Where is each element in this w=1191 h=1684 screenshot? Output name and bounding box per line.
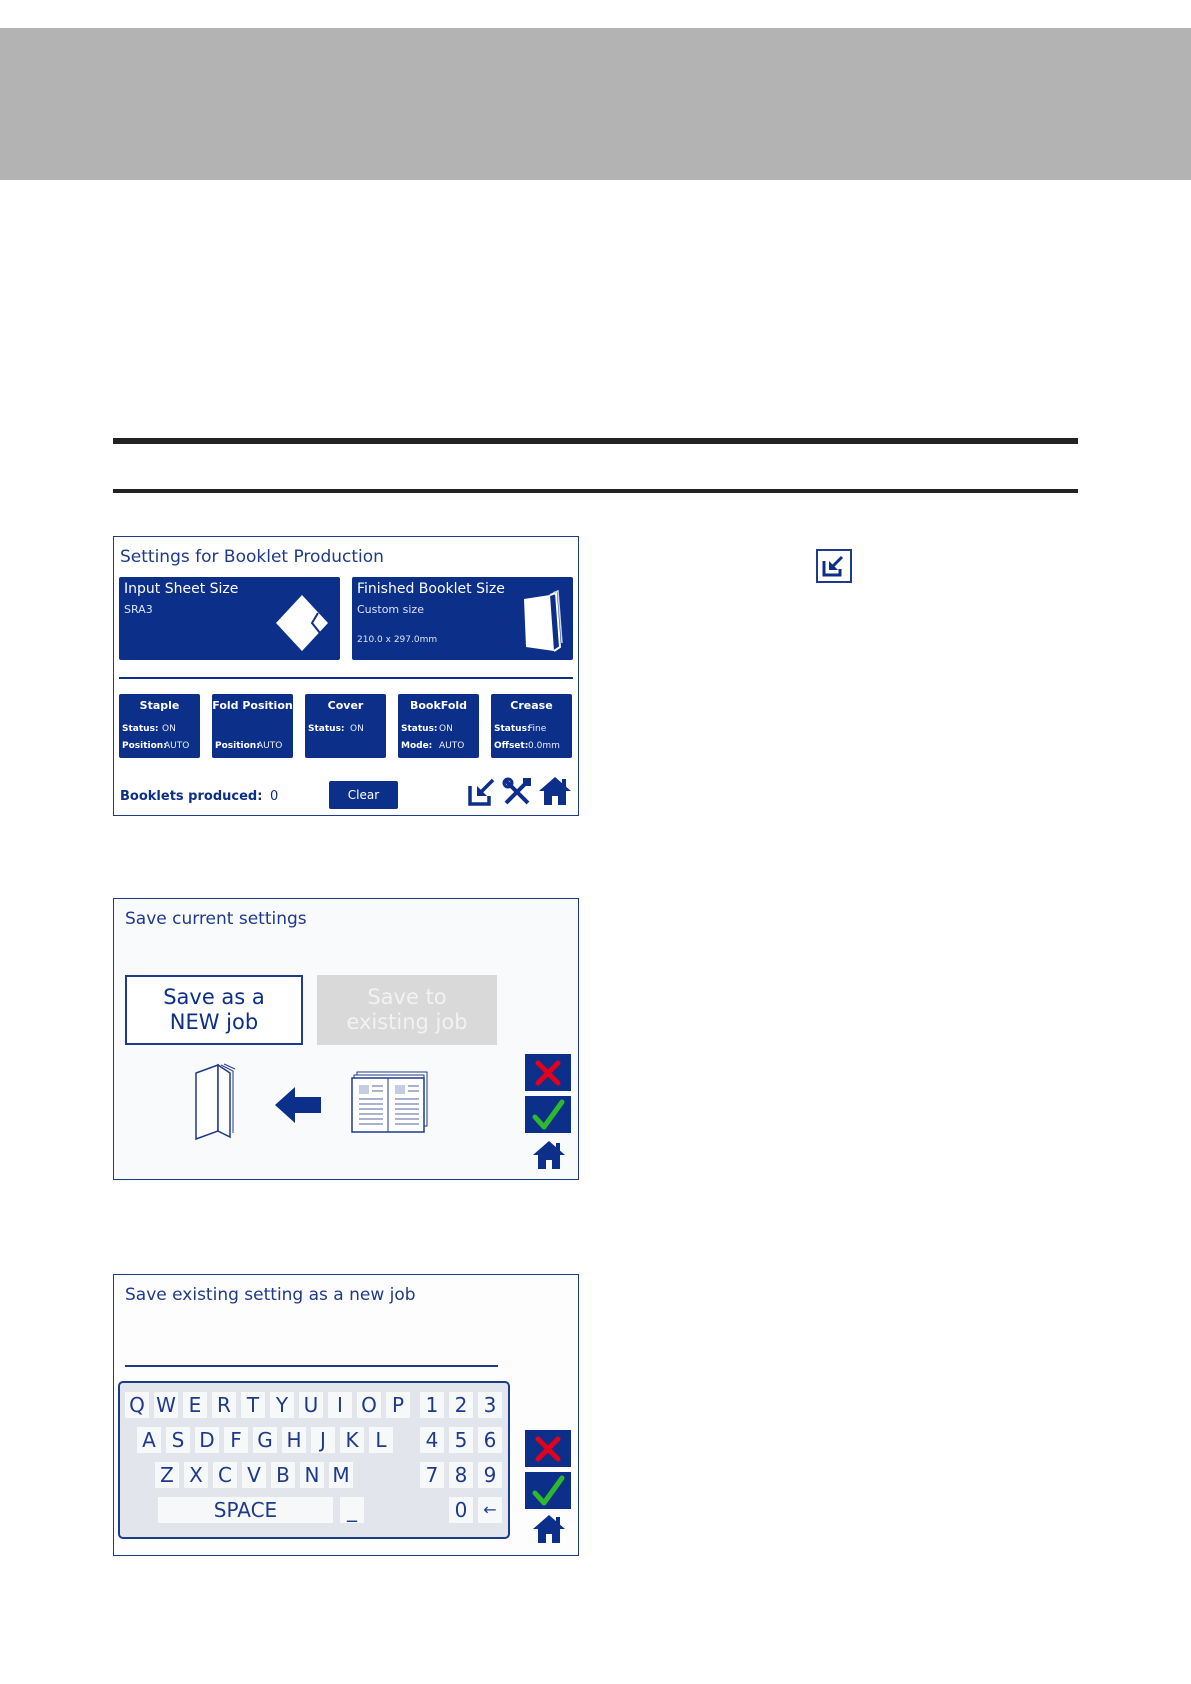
cover-status-value: ON (350, 724, 364, 734)
save-existing-line2: existing job (346, 1010, 468, 1034)
key-r[interactable]: R (212, 1392, 236, 1418)
on-screen-keyboard (118, 1381, 510, 1539)
input-sheet-size-value: SRA3 (124, 603, 153, 616)
save-new-line1: Save as a (163, 984, 265, 1009)
cover-status (308, 724, 364, 734)
crease-tile[interactable] (491, 694, 572, 758)
staple-status (122, 724, 176, 734)
crease-offset-value: 0.0mm (528, 741, 560, 751)
home-icon[interactable] (532, 1513, 566, 1545)
confirm-button[interactable] (525, 1096, 571, 1133)
staple-position-value: AUTO (164, 741, 190, 751)
key-c[interactable]: C (213, 1462, 237, 1488)
key-e[interactable]: E (183, 1392, 207, 1418)
key-1[interactable]: 1 (420, 1392, 444, 1418)
save-settings-screen (113, 898, 579, 1180)
key-b[interactable]: B (271, 1462, 295, 1488)
arrow-left-icon (275, 1087, 321, 1123)
key-6[interactable]: 6 (478, 1427, 502, 1453)
job-name-input[interactable] (125, 1365, 498, 1367)
bookfold-status-label: Status: (401, 724, 438, 734)
fold-position-tile[interactable] (212, 694, 293, 758)
key-9[interactable]: 9 (478, 1462, 502, 1488)
input-sheet-size-heading: Input Sheet Size (124, 581, 239, 597)
tools-icon[interactable] (502, 777, 532, 807)
booklets-produced-value: 0 (270, 789, 279, 804)
staple-tile[interactable] (119, 694, 200, 758)
staple-status-value: ON (162, 724, 176, 734)
bookfold-heading: BookFold (409, 699, 468, 712)
booklet-settings-screen (113, 536, 579, 816)
key-l[interactable]: L (369, 1427, 393, 1453)
key-3[interactable]: 3 (478, 1392, 502, 1418)
key-z[interactable]: Z (155, 1462, 179, 1488)
bookfold-mode-value: AUTO (439, 741, 465, 751)
crease-status-value: Fine (528, 724, 547, 734)
home-icon[interactable] (532, 1139, 566, 1171)
save-existing-line1: Save to (367, 984, 447, 1009)
key-5[interactable]: 5 (449, 1427, 473, 1453)
key-g[interactable]: G (253, 1427, 277, 1453)
finished-booklet-size-heading: Finished Booklet Size (357, 581, 505, 597)
bookfold-mode-label: Mode: (401, 741, 433, 751)
key-w[interactable]: W (154, 1392, 178, 1418)
save-new-line2: NEW job (169, 1010, 259, 1034)
key-t[interactable]: T (241, 1392, 265, 1418)
key-v[interactable]: V (242, 1462, 266, 1488)
cover-status-label: Status: (308, 724, 345, 734)
staple-position-label: Position: (122, 741, 167, 751)
cover-tile[interactable] (305, 694, 386, 758)
key-f[interactable]: F (224, 1427, 248, 1453)
confirm-icon (531, 1475, 565, 1507)
key-underscore[interactable]: _ (340, 1497, 364, 1523)
key-k[interactable]: K (340, 1427, 364, 1453)
key-d[interactable]: D (195, 1427, 219, 1453)
crease-offset (494, 741, 560, 751)
key-space[interactable]: SPACE (158, 1497, 333, 1523)
save-job-icon[interactable] (467, 777, 497, 807)
key-j[interactable]: J (311, 1427, 335, 1453)
header-band (0, 28, 1191, 180)
section-rule-top (113, 438, 1078, 444)
booklet-icon (520, 585, 564, 653)
key-i[interactable]: I (328, 1392, 352, 1418)
key-p[interactable]: P (386, 1392, 410, 1418)
save-to-existing-job-button[interactable] (317, 975, 497, 1045)
save-job-icon (816, 549, 852, 583)
screen-title: Save current settings (125, 909, 307, 929)
crease-heading: Crease (510, 699, 553, 712)
key-m[interactable]: M (329, 1462, 353, 1488)
crease-offset-label: Offset: (494, 741, 529, 751)
finished-booklet-dimensions: 210.0 x 297.0mm (357, 635, 438, 645)
key-h[interactable]: H (282, 1427, 306, 1453)
save-as-new-job-button[interactable] (125, 975, 303, 1045)
confirm-icon (531, 1099, 565, 1131)
clear-button[interactable]: Clear (329, 781, 398, 809)
booklet-outline-icon (194, 1063, 236, 1141)
confirm-button[interactable] (525, 1472, 571, 1509)
fold-position-label: Position: (215, 741, 260, 751)
tile-divider (119, 677, 573, 679)
staple-position (122, 741, 189, 751)
cancel-button[interactable] (525, 1054, 571, 1091)
crease-status (494, 724, 546, 734)
key-y[interactable]: Y (270, 1392, 294, 1418)
home-icon[interactable] (538, 775, 572, 807)
bookfold-tile[interactable] (398, 694, 479, 758)
key-o[interactable]: O (357, 1392, 381, 1418)
sheet-icon (274, 593, 330, 653)
cancel-icon (533, 1434, 563, 1464)
key-n[interactable]: N (300, 1462, 324, 1488)
key-backspace[interactable]: ← (478, 1497, 502, 1523)
section-rule-bottom (113, 489, 1078, 493)
fold-position-row (215, 741, 282, 751)
screen-title: Save existing setting as a new job (125, 1285, 416, 1305)
key-a[interactable]: A (137, 1427, 161, 1453)
key-4[interactable]: 4 (420, 1427, 444, 1453)
booklets-produced-label: Booklets produced: (120, 789, 263, 804)
save-new-job-keyboard-screen (113, 1274, 579, 1556)
bookfold-mode (401, 741, 464, 751)
finished-booklet-size-value: Custom size (357, 603, 424, 616)
finished-booklet-size-tile[interactable] (352, 577, 573, 660)
fold-position-heading: Fold Position (212, 699, 293, 712)
input-sheet-size-tile[interactable] (119, 577, 340, 660)
bookfold-status-value: ON (439, 724, 453, 734)
screen-title: Settings for Booklet Production (120, 547, 384, 567)
staple-heading: Staple (139, 699, 180, 712)
fold-position-value: AUTO (257, 741, 283, 751)
key-q[interactable]: Q (125, 1392, 149, 1418)
key-2[interactable]: 2 (449, 1392, 473, 1418)
key-u[interactable]: U (299, 1392, 323, 1418)
key-0[interactable]: 0 (449, 1497, 473, 1523)
key-s[interactable]: S (166, 1427, 190, 1453)
document-pages-icon (351, 1071, 431, 1133)
key-x[interactable]: X (184, 1462, 208, 1488)
cancel-icon (533, 1058, 563, 1088)
key-7[interactable]: 7 (420, 1462, 444, 1488)
crease-status-label: Status: (494, 724, 531, 734)
key-8[interactable]: 8 (449, 1462, 473, 1488)
staple-status-label: Status: (122, 724, 159, 734)
bookfold-status (401, 724, 453, 734)
cancel-button[interactable] (525, 1430, 571, 1467)
cover-heading: Cover (327, 699, 364, 712)
